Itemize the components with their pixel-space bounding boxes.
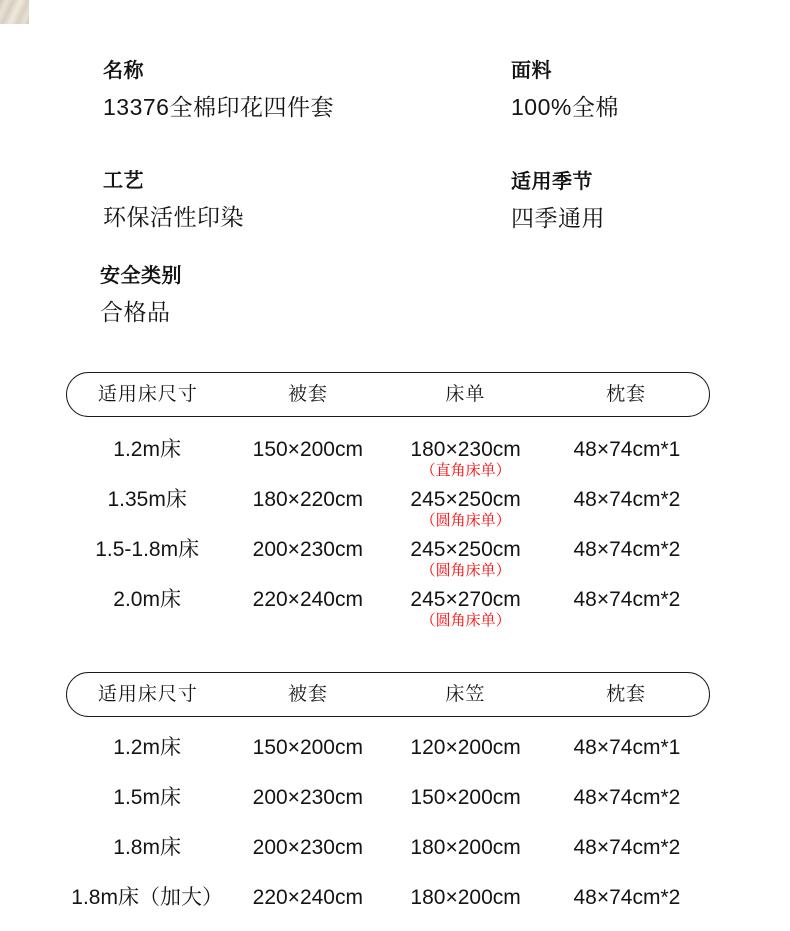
bed-size: 1.5m床 <box>113 786 181 809</box>
column-header-pillowcase: 枕套 <box>606 384 647 405</box>
field-value: 环保活性印染 <box>103 204 244 230</box>
sheet-size-table <box>66 372 710 637</box>
fitted-sheet-size-table <box>66 672 710 931</box>
field-label: 适用季节 <box>511 171 593 193</box>
pillow-size: 48×74cm*2 <box>573 488 681 511</box>
pillow-size: 48×74cm*2 <box>573 588 681 611</box>
fabric-texture-corner <box>0 0 29 24</box>
duvet-size: 220×240cm <box>252 886 363 909</box>
table-row <box>66 487 710 537</box>
duvet-size: 180×220cm <box>252 488 363 511</box>
bed-size: 1.8m床（加大） <box>71 886 223 909</box>
field-product-name <box>103 58 334 122</box>
fitted-size: 180×200cm <box>410 836 521 859</box>
duvet-size: 200×230cm <box>252 538 363 561</box>
pillow-size: 48×74cm*2 <box>573 538 681 561</box>
bed-size: 1.8m床 <box>113 836 181 859</box>
table-row <box>66 785 710 835</box>
fitted-size: 150×200cm <box>410 786 521 809</box>
duvet-size: 220×240cm <box>252 588 363 611</box>
bed-size: 1.2m床 <box>113 736 181 759</box>
field-value: 合格品 <box>100 299 171 325</box>
table-row <box>66 537 710 587</box>
field-label: 名称 <box>103 60 144 82</box>
duvet-size: 200×230cm <box>252 836 363 859</box>
column-header-fitted-sheet: 床笠 <box>445 684 486 705</box>
pillow-size: 48×74cm*2 <box>573 786 681 809</box>
field-label: 安全类别 <box>100 265 182 287</box>
bed-size: 1.2m床 <box>113 438 181 461</box>
table-row <box>66 587 710 637</box>
duvet-size: 200×230cm <box>252 786 363 809</box>
duvet-size: 150×200cm <box>252 438 363 461</box>
table-row <box>66 835 710 885</box>
field-fabric <box>511 58 619 122</box>
column-header-flat-sheet: 床单 <box>445 384 486 405</box>
column-header-pillowcase: 枕套 <box>606 684 647 705</box>
column-header-bed-size: 适用床尺寸 <box>97 684 198 705</box>
pillow-size: 48×74cm*1 <box>573 438 681 461</box>
sheet-size: 245×250cm <box>410 488 521 511</box>
table-row <box>66 437 710 487</box>
sheet-size: 180×230cm <box>410 438 521 461</box>
pillow-size: 48×74cm*2 <box>573 836 681 859</box>
table-row <box>66 735 710 785</box>
table-header <box>66 372 710 417</box>
bed-size: 2.0m床 <box>113 588 181 611</box>
bed-size: 1.35m床 <box>107 488 187 511</box>
fitted-size: 180×200cm <box>410 886 521 909</box>
sheet-size: 245×270cm <box>410 588 521 611</box>
pillow-size: 48×74cm*1 <box>573 736 681 759</box>
field-label: 工艺 <box>103 170 144 192</box>
sheet-corner-note: （圆角床单） <box>420 562 511 579</box>
sheet-corner-note: （圆角床单） <box>420 612 511 629</box>
sheet-size: 245×250cm <box>410 538 521 561</box>
field-value: 100%全棉 <box>511 94 619 120</box>
table-row <box>66 885 710 931</box>
sheet-corner-note: （圆角床单） <box>420 512 511 529</box>
field-value: 四季通用 <box>511 205 605 231</box>
column-header-bed-size: 适用床尺寸 <box>97 384 198 405</box>
fitted-size: 120×200cm <box>410 736 521 759</box>
field-season <box>511 169 605 233</box>
bed-size: 1.5-1.8m床 <box>95 538 200 561</box>
pillow-size: 48×74cm*2 <box>573 886 681 909</box>
field-craft <box>103 168 244 232</box>
field-label: 面料 <box>511 60 552 82</box>
duvet-size: 150×200cm <box>252 736 363 759</box>
sheet-corner-note: （直角床单） <box>420 462 511 479</box>
column-header-duvet-cover: 被套 <box>288 384 329 405</box>
table-header <box>66 672 710 717</box>
column-header-duvet-cover: 被套 <box>288 684 329 705</box>
field-value: 13376全棉印花四件套 <box>103 94 334 120</box>
field-safety-category <box>100 263 182 327</box>
